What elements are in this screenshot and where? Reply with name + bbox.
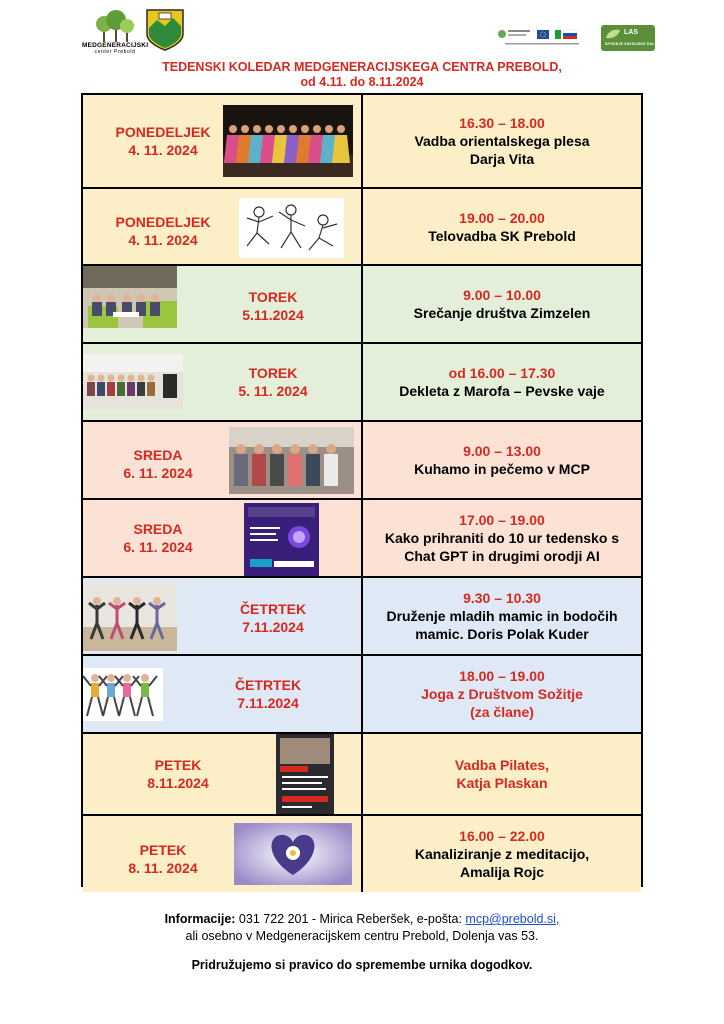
event-description: Telovadba SK Prebold <box>428 227 576 244</box>
event-day-label <box>88 213 238 249</box>
event-detail-cell <box>363 656 641 732</box>
heart-flower-image <box>234 823 352 885</box>
event-day-cell <box>83 578 363 654</box>
event-time: od 16.00 – 17.30 <box>448 365 556 381</box>
event-row <box>83 422 641 500</box>
event-date: 4. 11. 2024 <box>128 232 198 248</box>
event-description: Amalija Rojc <box>459 864 545 880</box>
event-day: SREDA <box>133 521 183 537</box>
event-row <box>83 734 641 816</box>
event-detail-cell <box>363 266 641 342</box>
event-day: PONEDELJEK <box>115 214 211 230</box>
event-description: Vadba orientalskega plesa <box>414 133 590 149</box>
event-description: Vadba Pilates, <box>454 757 550 773</box>
event-day-cell <box>83 734 363 814</box>
cooking-photo <box>229 427 354 494</box>
event-time: 9.00 – 10.00 <box>463 287 541 303</box>
page-title: TEDENSKI KOLEDAR MEDGENERACIJSKEGA CENTRA PREBOLD, od 4.11. do 8.11.2024 <box>162 60 562 89</box>
event-row <box>83 189 641 266</box>
event-detail-cell <box>363 95 641 187</box>
event-description: Chat GPT in drugimi orodji AI <box>404 548 600 564</box>
event-day-cell <box>83 656 363 732</box>
event-time: 19.00 – 20.00 <box>459 209 545 226</box>
event-day-label <box>218 288 328 324</box>
event-date: 5. 11. 2024 <box>238 383 308 399</box>
event-row <box>83 266 641 344</box>
las-leaf-icon <box>605 28 621 40</box>
event-row <box>83 656 641 734</box>
mothers-exercise-photo <box>83 581 177 651</box>
event-day-label <box>88 123 238 159</box>
event-date: 8. 11. 2024 <box>128 860 198 876</box>
event-day: TOREK <box>248 289 298 305</box>
event-description: Druženje mladih mamic in bodočih <box>386 608 618 624</box>
event-detail-cell <box>363 578 641 654</box>
event-time: 17.00 – 19.00 <box>459 512 545 528</box>
disclaimer: Pridružujemo si pravico do spremembe urnika dogodkov. <box>191 958 533 972</box>
event-detail-cell <box>363 344 641 420</box>
event-description: Joga z Društvom Sožitje <box>421 686 583 702</box>
exercise-sketch <box>239 198 344 258</box>
event-date: 6. 11. 2024 <box>123 465 193 481</box>
event-day: PETEK <box>154 757 202 773</box>
event-day-cell <box>83 422 363 498</box>
event-description: Kuhamo in pečemo v MCP <box>414 461 590 477</box>
event-row <box>83 816 641 892</box>
event-description: Kanaliziranje z meditacijo, <box>414 846 590 862</box>
event-date: 7.11.2024 <box>242 619 304 635</box>
event-day-cell <box>83 95 363 187</box>
event-day: PETEK <box>139 842 187 858</box>
event-day-cell <box>83 266 363 342</box>
event-row <box>83 578 641 656</box>
event-date: 8.11.2024 <box>147 775 209 791</box>
event-date: 4. 11. 2024 <box>128 142 198 158</box>
las-logo: LAS SPODNJE SAVINJSKE DOLINE <box>601 25 655 51</box>
event-day: TOREK <box>248 365 298 381</box>
event-date: 5.11.2024 <box>242 307 304 323</box>
event-day-label <box>218 600 328 636</box>
event-detail-cell <box>363 422 641 498</box>
event-detail-cell <box>363 734 641 814</box>
ai-workshop-poster <box>244 503 319 576</box>
event-time: 16.30 – 18.00 <box>459 115 545 131</box>
event-time: 16.00 – 22.00 <box>459 828 545 844</box>
event-day-label <box>88 756 268 792</box>
event-day: PONEDELJEK <box>115 124 211 140</box>
eu-funding-logos <box>497 26 587 48</box>
event-description: mamic. Doris Polak Kuder <box>415 626 589 642</box>
event-time: 18.00 – 19.00 <box>459 668 545 684</box>
schedule-table <box>81 93 643 887</box>
event-day: ČETRTEK <box>239 601 307 617</box>
dancers-photo <box>223 105 353 177</box>
event-description: Srečanje društva Zimzelen <box>413 305 591 321</box>
event-day-cell <box>83 816 363 892</box>
event-day-label <box>213 676 323 712</box>
pilates-poster <box>276 734 334 814</box>
mcp-logo-text: MEDGENERACIJSKI center Prebold <box>82 42 149 55</box>
event-day-label <box>88 841 238 877</box>
event-detail-cell <box>363 816 641 892</box>
event-description: Katja Plaskan <box>456 775 548 791</box>
event-time: 9.00 – 13.00 <box>463 443 541 459</box>
event-time: 9.30 – 10.30 <box>463 590 541 606</box>
event-date: 7.11.2024 <box>237 695 299 711</box>
group-meeting-photo <box>83 266 177 328</box>
event-row <box>83 344 641 422</box>
event-date: 6. 11. 2024 <box>123 539 193 555</box>
event-day-cell <box>83 189 363 264</box>
event-row <box>83 500 641 578</box>
event-detail-cell <box>363 189 641 264</box>
event-day-cell <box>83 500 363 576</box>
event-description: Kako prihraniti do 10 ur tedensko s <box>384 530 620 546</box>
event-day-label <box>218 364 328 400</box>
email-link[interactable]: mcp@prebold.si, <box>465 912 560 926</box>
event-detail-cell <box>363 500 641 576</box>
event-row <box>83 95 641 189</box>
event-day-label <box>88 446 228 482</box>
contact-info: Informacije: 031 722 201 - Mirica Reberšek, e-pošta: mcp@prebold.si, <box>164 912 560 926</box>
event-day: ČETRTEK <box>234 677 302 693</box>
event-description: Dekleta z Marofa – Pevske vaje <box>399 383 605 399</box>
event-day-label <box>88 520 228 556</box>
event-day: SREDA <box>133 447 183 463</box>
event-description: Darja Vita <box>469 151 535 167</box>
event-description: (za člane) <box>470 704 534 720</box>
event-day-cell <box>83 344 363 420</box>
singing-rehearsal-photo <box>83 354 183 409</box>
address-line: ali osebno v Medgeneracijskem centru Prebold, Dolenja vas 53. <box>185 929 539 943</box>
prebold-crest-icon <box>145 8 185 52</box>
yoga-illustration <box>83 668 163 721</box>
